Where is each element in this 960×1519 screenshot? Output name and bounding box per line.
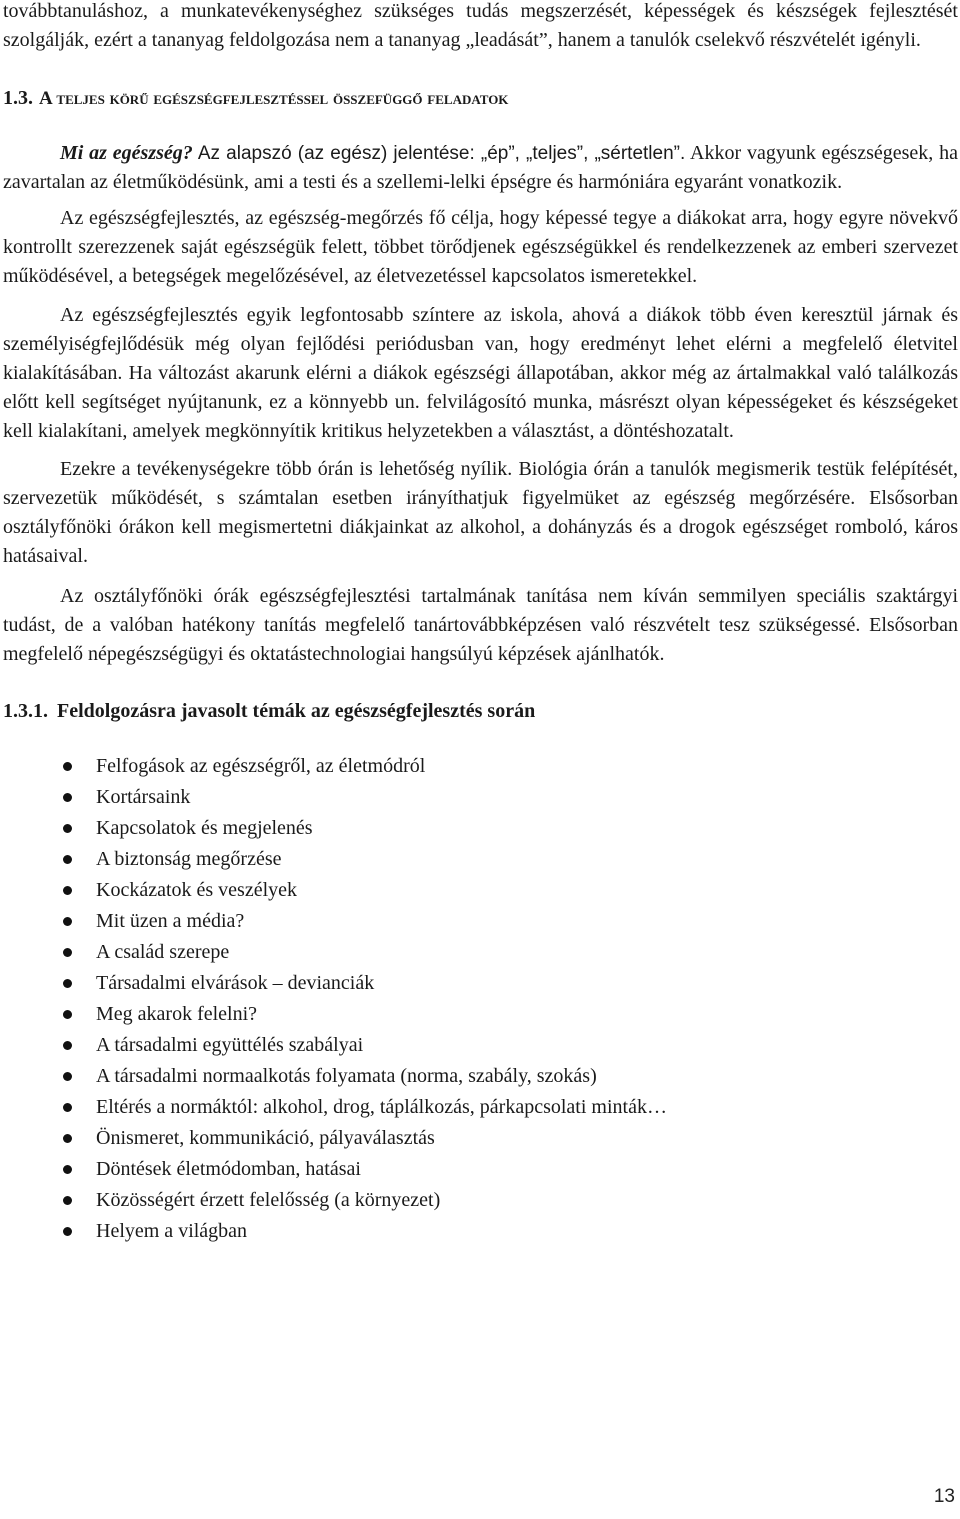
- bullet-icon: [63, 793, 72, 802]
- section-number: 1.3.: [3, 87, 33, 109]
- paragraph-class-opportunities: Ezekre a tevékenységekre több órán is lehetőség nyílik. Biológia órán a tanulók megismerik testük felépítését, szervezetük működését, s számtalan esetben irányíthatjuk figyelmüket az egészség megőrzésére. Elsősorban osztályfőnöki órákon kell megismertetni diákjainkat az alkohol, a dohányzás és a drogok egészséget romboló, káros hatásaival.: [3, 458, 958, 567]
- bullet-icon: [63, 1165, 72, 1174]
- list-item: [3, 875, 958, 906]
- list-item: [3, 782, 958, 813]
- list-item: [3, 1092, 958, 1123]
- list-item: [3, 968, 958, 999]
- subsection-title: Feldolgozásra javasolt témák az egészségfejlesztés során: [57, 700, 536, 722]
- list-item-text: Önismeret, kommunikáció, pályaválasztás: [96, 1127, 435, 1149]
- list-item-text: Felfogások az egészségről, az életmódról: [96, 755, 426, 777]
- list-item: [3, 999, 958, 1030]
- list-item-text: A család szerepe: [96, 941, 230, 963]
- bullet-icon: [63, 762, 72, 771]
- paragraph-health-promotion-goal: Az egészségfejlesztés, az egészség-megőrzés fő célja, hogy képessé tegye a diákokat arra, hogy egyre növekvő kontrollt szerezzenek saját egészségük felett, többet törődjenek egészségükkel és rendelkezzenek az emberi szervezet működésével, a betegségek megelőzésével, az életvezetéssel kapcsolatos ismeretekkel.: [3, 207, 958, 287]
- list-item: [3, 1030, 958, 1061]
- list-item-text: A társadalmi normaalkotás folyamata (norma, szabály, szokás): [96, 1065, 597, 1087]
- topic-list: [3, 751, 958, 1247]
- list-item-text: Kockázatok és veszélyek: [96, 879, 298, 901]
- list-item: [3, 1216, 958, 1247]
- list-item: [3, 937, 958, 968]
- document-page: [3, 0, 958, 1247]
- bullet-icon: [63, 824, 72, 833]
- list-item-text: A biztonság megőrzése: [96, 848, 282, 870]
- list-item-text: Döntések életmódomban, hatásai: [96, 1158, 361, 1180]
- bullet-icon: [63, 1227, 72, 1236]
- list-item: [3, 813, 958, 844]
- list-item-text: Meg akarok felelni?: [96, 1003, 258, 1025]
- bullet-icon: [63, 1103, 72, 1112]
- bullet-icon: [63, 948, 72, 957]
- list-item-text: A társadalmi együttélés szabályai: [96, 1034, 364, 1056]
- list-item: [3, 1123, 958, 1154]
- section-heading-1-3: [3, 85, 958, 112]
- paragraph-school-role: Az egészségfejlesztés egyik legfontosabb színtere az iskola, ahová a diákok több éven keresztül járnak és személyiségfejlődésük még olyan fejlődési periódusban van, hogy eredményt lehet elérni a megfelelő életvitel kialakításában. Ha változást akarunk elérni a diákok egészségi állapotában, akkor még az ártalmakkal való találkozás előtt kell segítséget nyújtanunk, ez a könnyebb un. felvilágosító munka, másrészt olyan képességeket és készségeket kell kialakítani, amelyek megkönnyítik kritikus helyzetekben a választást, a döntéshozatalt.: [3, 304, 958, 442]
- bullet-icon: [63, 979, 72, 988]
- list-item-text: Kapcsolatok és megjelenés: [96, 817, 313, 839]
- list-item: [3, 1061, 958, 1092]
- bullet-icon: [63, 917, 72, 926]
- list-item: [3, 1154, 958, 1185]
- list-item-text: Közösségért érzett felelősség (a környezet): [96, 1189, 441, 1211]
- list-item: [3, 844, 958, 875]
- list-item-text: Mit üzen a média?: [96, 910, 245, 932]
- list-item: [3, 1185, 958, 1216]
- list-item-text: Kortársaink: [96, 786, 191, 808]
- health-question: Mi az egészség?: [60, 142, 193, 164]
- list-item-text: Eltérés a normáktól: alkohol, drog, táplálkozás, párkapcsolati minták…: [96, 1096, 667, 1118]
- section-title: A teljes körű egészségfejlesztéssel összefüggő feladatok: [39, 88, 509, 109]
- bullet-icon: [63, 1196, 72, 1205]
- list-item: [3, 751, 958, 782]
- section-heading-1-3-1: [3, 697, 958, 725]
- paragraph-teacher-training: Az osztályfőnöki órák egészségfejlesztési tartalmának tanítása nem kíván semmilyen speciális szaktárgyi tudást, de a valóban hatékony tanítás megfelelő tanártovábbképzésen való részvételt tesz szükségessé. Elsősorban megfelelő népegészségügyi és oktatástechnologiai hangsúlyú képzések ajánlhatók.: [3, 585, 958, 665]
- bullet-icon: [63, 1041, 72, 1050]
- health-definition-text: Akkor vagyunk egészségesek, ha zavartalan az életműködésünk, ami a testi és a szellemi-lelki épségre és harmóniára egyaránt vonatkozik.: [3, 142, 959, 193]
- list-item-text: Társadalmi elvárások – devianciák: [96, 972, 375, 994]
- list-item: [3, 906, 958, 937]
- list-item-text: Helyem a világban: [96, 1220, 248, 1242]
- bullet-icon: [63, 1010, 72, 1019]
- bullet-icon: [63, 886, 72, 895]
- paragraph-continuation: továbbtanuláshoz, a munkatevékenységhez szükséges tudás megszerzését, képességek és készségek fejlesztését szolgálják, ezért a tananyag feldolgozása nem a tananyag „leadását”, hanem a tanulók cselekvő részvételét igényli.: [3, 0, 958, 51]
- page-number: 13: [933, 1486, 955, 1507]
- paragraph-health-definition: [3, 139, 958, 197]
- bullet-icon: [63, 1134, 72, 1143]
- subsection-number: 1.3.1.: [3, 700, 48, 722]
- root-word-meaning: Az alapszó (az egész) jelentése: „ép”, „teljes”, „sértetlen”.: [192, 143, 686, 164]
- bullet-icon: [63, 855, 72, 864]
- bullet-icon: [63, 1072, 72, 1081]
